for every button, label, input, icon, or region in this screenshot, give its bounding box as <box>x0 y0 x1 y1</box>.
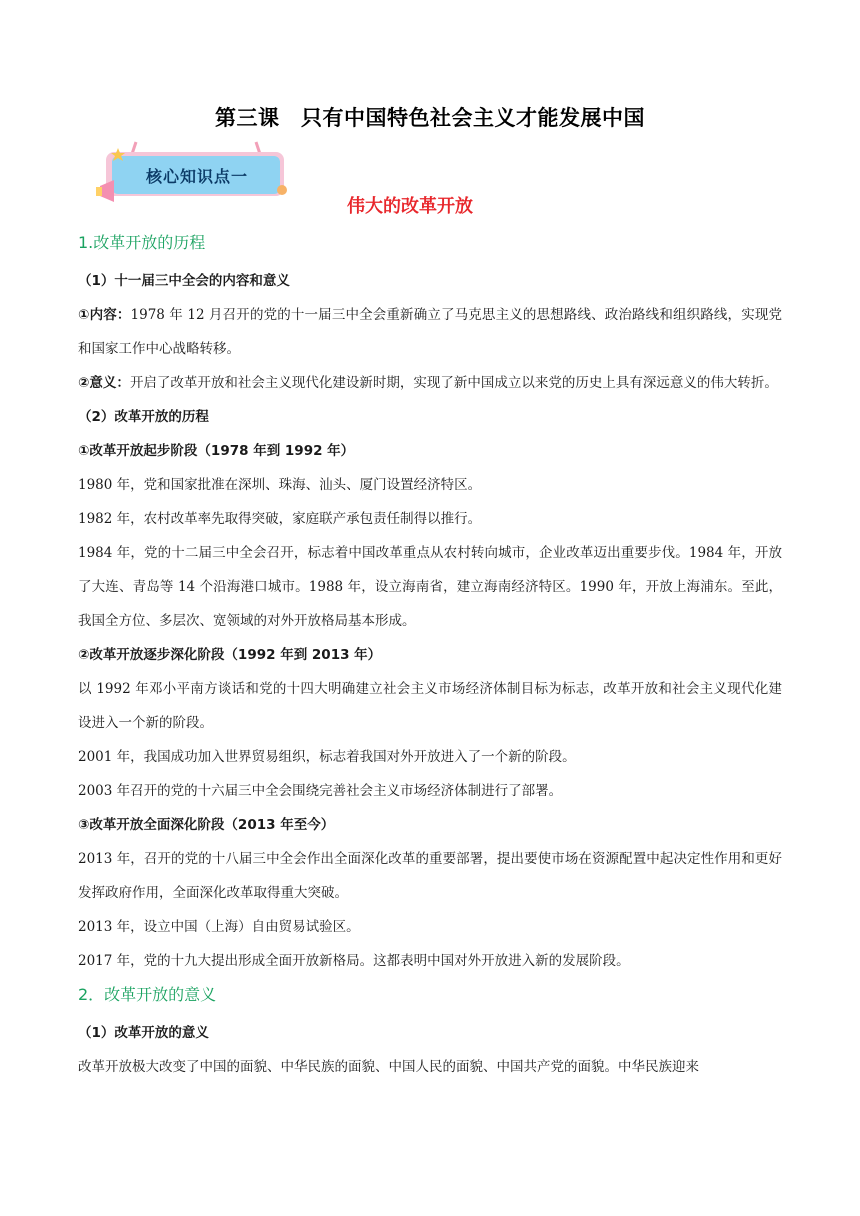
section-title: 伟大的改革开放 <box>347 196 473 217</box>
text-meaning: 开启了改革开放和社会主义现代化建设新时期，实现了新中国成立以来党的历史上具有深远意义的伟大转折。 <box>129 375 778 391</box>
stage-3-heading: ③改革开放全面深化阶段（2013 年至今） <box>78 817 335 833</box>
paragraph-meaning <box>78 366 782 400</box>
paragraph-1980: 1980 年，党和国家批准在深圳、珠海、汕头、厦门设置经济特区。 <box>78 477 482 493</box>
text-content: 1978 年 12 月召开的党的十一届三中全会重新确立了马克思主义的思想路线、政治路线和组织路线，实现党和国家工作中心战略转移。 <box>78 307 782 357</box>
subheading-significance: （1）改革开放的意义 <box>78 1025 209 1041</box>
paragraph-2003: 2003 年召开的党的十六届三中全会围绕完善社会主义市场经济体制进行了部署。 <box>78 783 563 799</box>
paragraph-1992: 以 1992 年邓小平南方谈话和党的十四大明确建立社会主义市场经济体制目标为标志，改革开放和社会主义现代化建设进入一个新的阶段。 <box>78 681 782 731</box>
heading-reform-history: 1.改革开放的历程 <box>78 233 206 252</box>
paragraph-2017: 2017 年，党的十九大提出形成全面开放新格局。这都表明中国对外开放进入新的发展阶段。 <box>78 953 630 969</box>
paragraph-1982: 1982 年，农村改革率先取得突破，家庭联产承包责任制得以推行。 <box>78 511 482 527</box>
subheading-history: （2）改革开放的历程 <box>78 409 209 425</box>
subheading-plenary: （1）十一届三中全会的内容和意义 <box>78 273 290 289</box>
document-body <box>78 226 782 1084</box>
stage-1-heading: ①改革开放起步阶段（1978 年到 1992 年） <box>78 443 355 459</box>
paragraph-1984: 1984 年，党的十二届三中全会召开，标志着中国改革重点从农村转向城市，企业改革迈出重要步伐。1984 年，开放了大连、青岛等 14 个沿海港口城市。1988 年，设立海南省，建立海南经济特区。1990 年，开放上海浦东。至此，我国全方位、多层次、宽领域的对外开放格局基本形成。 <box>78 545 782 629</box>
paragraph-2001: 2001 年，我国成功加入世界贸易组织，标志着我国对外开放进入了一个新的阶段。 <box>78 749 576 765</box>
heading-reform-significance: 2．改革开放的意义 <box>78 985 217 1004</box>
label-meaning: ②意义： <box>78 375 130 391</box>
paragraph-2013-plenary: 2013 年，召开的党的十八届三中全会作出全面深化改革的重要部署，提出要使市场在资源配置中起决定性作用和更好发挥政府作用，全面深化改革取得重大突破。 <box>78 851 782 901</box>
paragraph-content <box>78 298 782 366</box>
lesson-title: 第三课 只有中国特色社会主义才能发展中国 <box>215 106 645 130</box>
stage-2-heading: ②改革开放逐步深化阶段（1992 年到 2013 年） <box>78 647 382 663</box>
label-content: ①内容： <box>78 307 131 323</box>
paragraph-significance: 改革开放极大改变了中国的面貌、中华民族的面貌、中国人民的面貌、中国共产党的面貌。中华民族迎来 <box>78 1059 699 1075</box>
paragraph-2013-ftz: 2013 年，设立中国（上海）自由贸易试验区。 <box>78 919 360 935</box>
badge-label: 核心知识点一 <box>145 167 248 186</box>
